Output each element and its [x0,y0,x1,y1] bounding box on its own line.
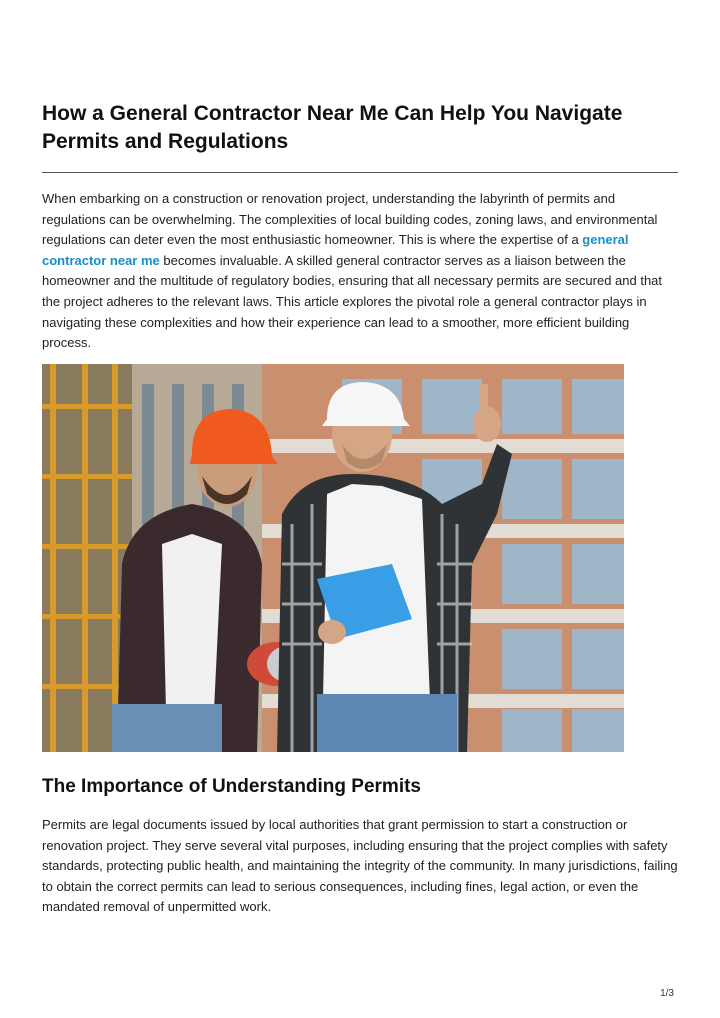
construction-workers-photo [42,364,624,752]
section-heading: The Importance of Understanding Permits [42,776,421,797]
intro-paragraph [42,189,682,354]
title-divider [42,172,678,173]
article-title: How a General Contractor Near Me Can Help You Navigate Permits and Regulations [42,102,623,153]
section-paragraph: Permits are legal documents issued by local authorities that grant permission to start a construction or renovation project. They serve several vital purposes, including ensuring that the project complies with safety standards, protecting public health, and maintaining the integrity of the community. In many jurisdictions, failing to obtain the correct permits can lead to serious consequences, including fines, legal action, or even the mandated removal of unpermitted work. [42,817,678,915]
intro-text-after-link: becomes invaluable. A skilled general contractor serves as a liaison between the homeowner and the multitude of regulatory bodies, ensuring that all necessary permits are secured and that the project adheres to the relevant laws. This article explores the pivotal role a general contractor plays in navigating these complexities and how their experience can lead to a smoother, more efficient building process. [42,252,663,351]
page-number: 1/3 [660,988,674,999]
photo-illustration [42,364,624,752]
intro-text-before-link: When embarking on a construction or renovation project, understanding the labyrinth of permits and regulations can be overwhelming. The complexities of local building codes, zoning laws, and environmental regulations can deter even the most enthusiastic homeowner. This is where the expertise of a [42,191,658,248]
general-contractor-link[interactable]: general contractor near me [42,232,629,268]
